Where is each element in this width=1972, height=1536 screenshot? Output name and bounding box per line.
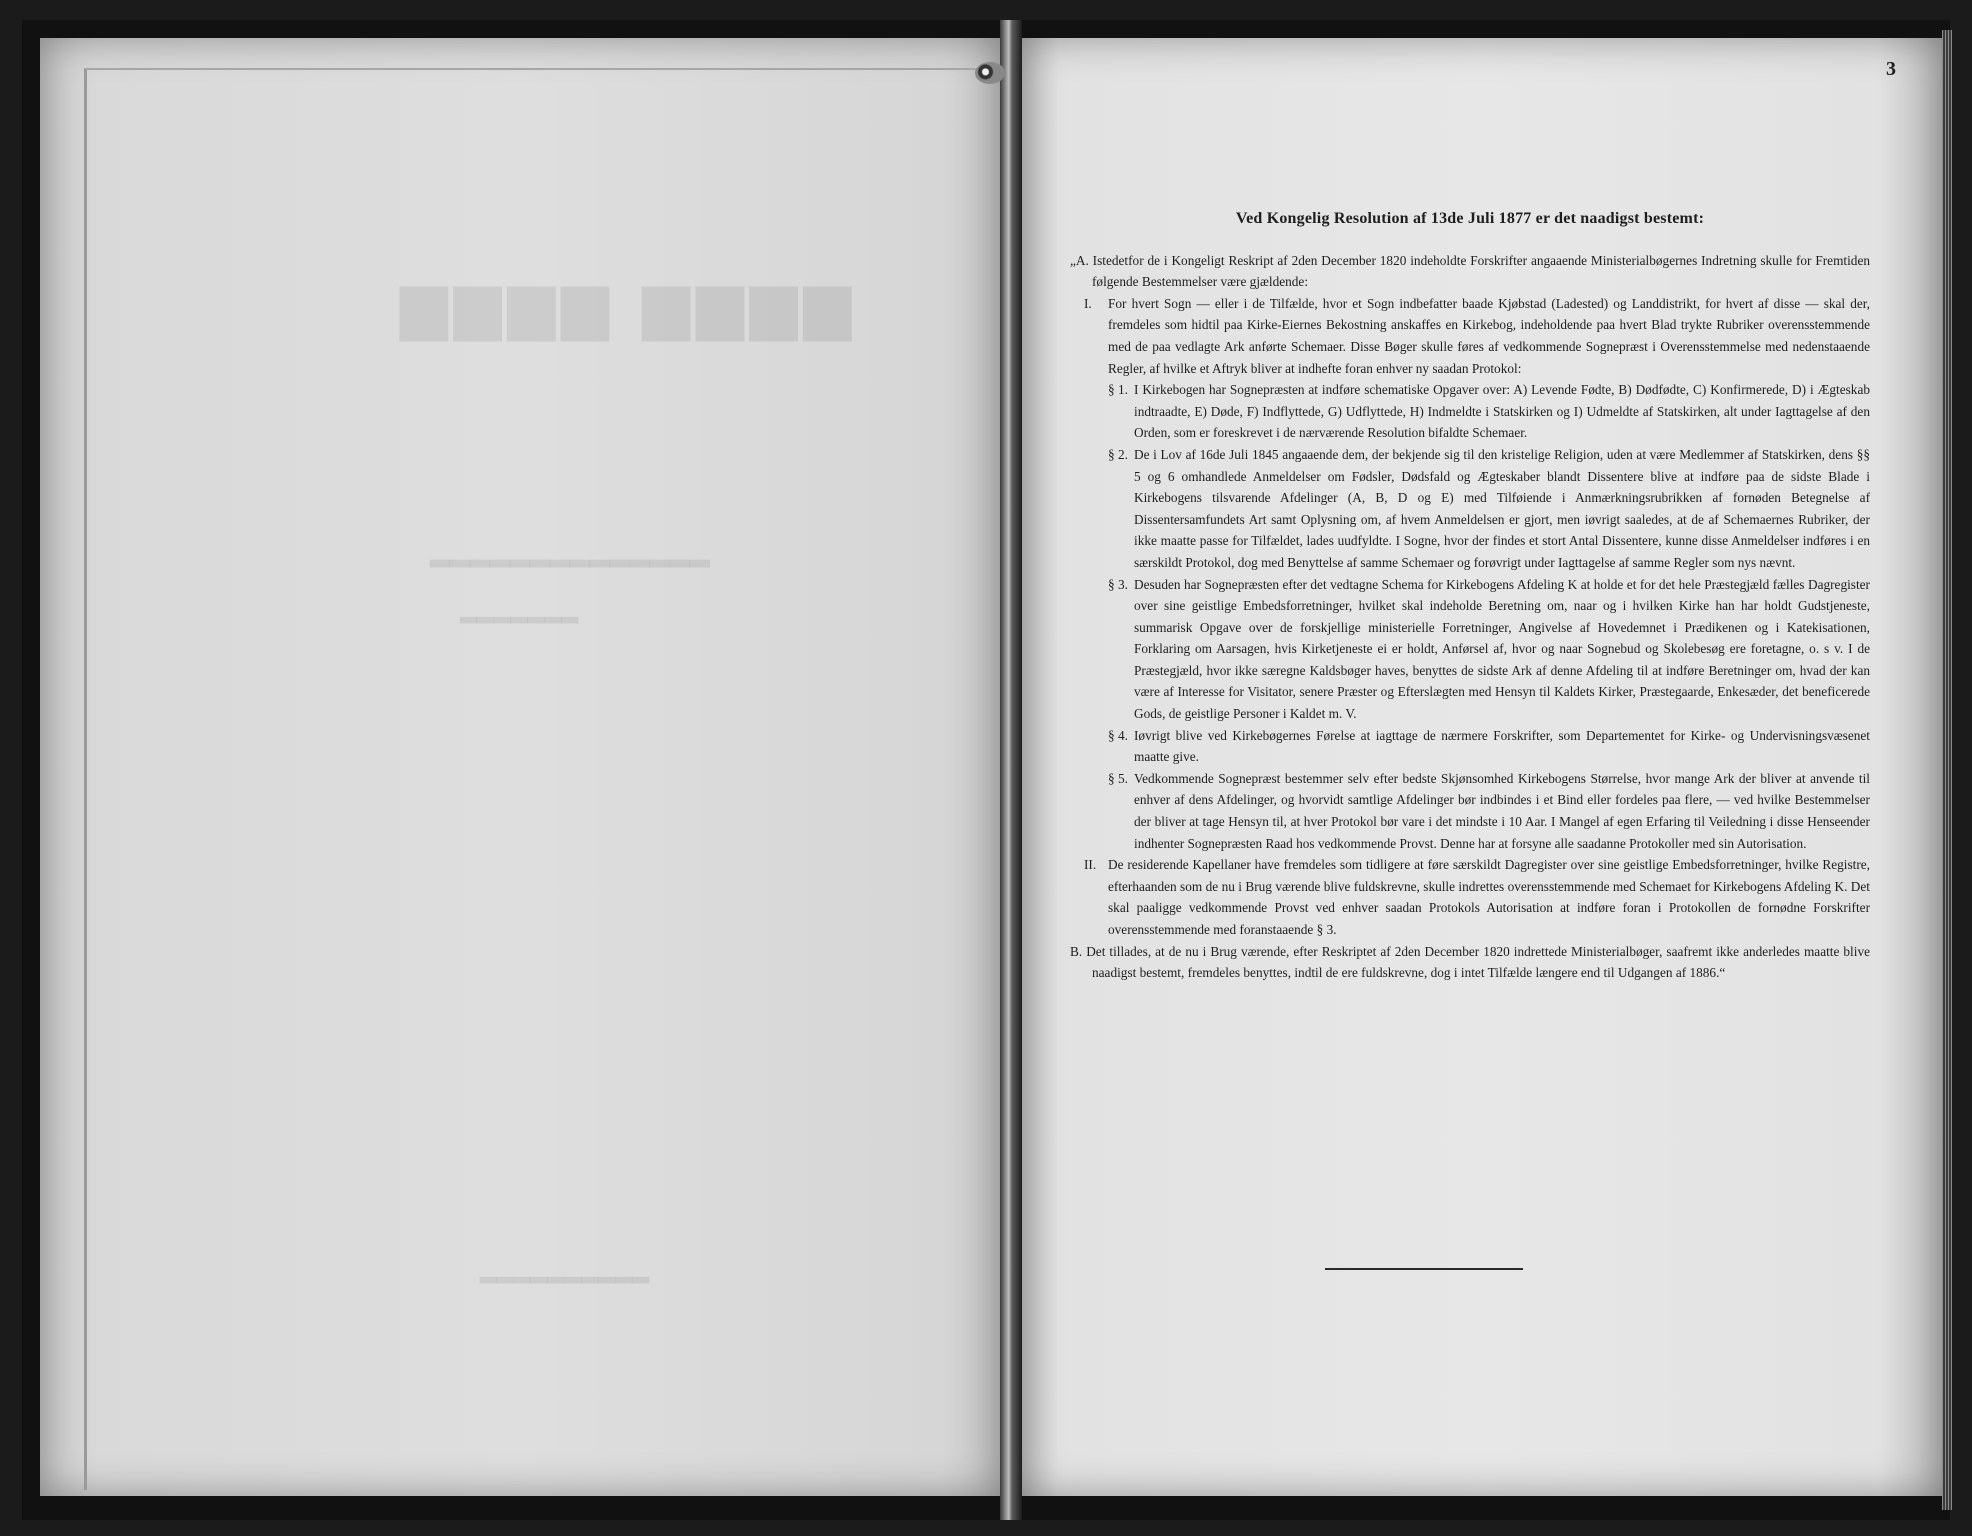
paragraph-5-text: Vedkommende Sognepræst bestemmer selv efter bedste Skjønsomhed Kirkebogens Størrelse, hvor mange Ark der bliver at anvende til enhver af dens Afdelinger, og hvorvidt samtlige Afdelinger bør indbindes i et Bind eller fordeles paa flere, — ved hvilke Bestemmelser der bliver at tage Hensyn til, at hver Protokol bør vare i det mindste i 10 Aar. I Mangel af egen Erfaring til Veiledning i disse Henseender indhenter Sognepræsten Raad hos vedkommende Provst. Denne har at forsyne alle saadanne Protokoller med sin Autorisation.: [1134, 770, 1870, 851]
page-title: Ved Kongelig Resolution af 13de Juli 1877 er det naadigst bestemt:: [1235, 210, 1705, 227]
page-edges: [1942, 30, 1952, 1510]
paragraph-3: [1070, 574, 1870, 725]
item-i: [1070, 293, 1870, 379]
item-ii-text: De residerende Kapellaner have fremdeles som tidligere at føre særskildt Dagregister over sine geistlige Embedsforretninger, hvilke Registre, efterhaanden som de nu i Brug værende blive fuldskrevne, skulle indrettes overensstemmende med Schemaet for Kirkebogens Afdeling K. Det skal paaligge vedkommende Provst ved enhver saadan Protokols Autorisation at indføre foran i Protokollen de fornødne Forskrifter overensstemmende med foranstaaende § 3.: [1108, 857, 1870, 937]
paragraph-3-label: § 3.: [1108, 576, 1128, 592]
bleed-through-title: ▆▆▆▆ ▆▆▆▆: [400, 268, 858, 341]
paragraph-4: [1070, 725, 1870, 768]
item-ii-label: II.: [1084, 857, 1097, 873]
section-a-intro: „A. Istedetfor de i Kongeligt Reskript af 2den December 1820 indeholdte Forskrifter angaaende Ministerialbøgernes Indretning skulle for Fremtiden følgende Bestemmelser være gjældende:: [1070, 252, 1870, 290]
paragraph-5-label: § 5.: [1108, 770, 1128, 786]
bleed-through-line: ▂▂▂▂▂▂▂: [460, 598, 579, 624]
book-gutter: [1000, 20, 1022, 1520]
bleed-through-line: ▂▂▂▂▂▂▂▂▂▂▂▂▂▂: [430, 538, 710, 568]
paragraph-4-text: Iøvrigt blive ved Kirkebøgernes Førelse at iagttage de nærmere Forskrifter, som Departementet for Kirke- og Undervisningsvæsenet maatte give.: [1134, 727, 1870, 765]
left-page: [40, 38, 1000, 1496]
item-i-text: For hvert Sogn — eller i de Tilfælde, hvor et Sogn indbefatter baade Kjøbstad (Ladested) og Landdistrikt, for hvert af disse — skal der, fremdeles som hidtil paa Kirke-Eiernes Bekostning anskaffes en Kirkebog, indeholdende paa hvert Blad trykte Rubriker overensstemmende med de paa vedlagte Ark anførte Schemaer. Disse Bøger skulle føres af vedkommende Sognepræst i Overensstemmelse med nedenstaaende Regler, af hvilke et Aftryk bliver at indhefte foran enhver ny saadan Protokol:: [1108, 295, 1870, 376]
binding-clasp-icon: [975, 62, 1005, 84]
paragraph-1-text: I Kirkebogen har Sognepræsten at indføre schematiske Opgaver over: A) Levende Fødte, B) Dødfødte, C) Konfirmerede, D) i Ægteskab indtraadte, E) Døde, F) Indflyttede, G) Udflyttede, H) Indmeldte i Statskirken og I) Udmeldte af Statskirken, alt under Iagttagelse af den Orden, som er foreskrevet i de nærværende Resolution bifaldte Schemaer.: [1134, 382, 1870, 441]
paragraph-4-label: § 4.: [1108, 727, 1128, 743]
paragraph-5: [1070, 768, 1870, 854]
page-number: 3: [1886, 58, 1896, 80]
item-ii: [1070, 854, 1870, 940]
paragraph-1-label: § 1.: [1108, 382, 1128, 398]
paragraph-1: [1070, 379, 1870, 444]
section-b: B. Det tillades, at de nu i Brug værende, efter Reskriptet af 2den December 1820 indrettede Ministerialbøger, saafremt ikke anderledes maatte blive naadigst bestemt, fremdeles benyttes, indtil de ere fuldskrevne, dog i intet Tilfælde længere end til Udgangen af 1886.“: [1070, 943, 1870, 981]
paragraph-2: [1070, 444, 1870, 574]
bleed-through-line: ▂▂▂▂▂▂▂▂▂▂: [480, 1258, 650, 1284]
item-i-label: I.: [1084, 295, 1092, 311]
resolution-text: [1070, 208, 1870, 984]
paragraph-3-text: Desuden har Sognepræsten efter det vedtagne Schema for Kirkebogens Afdeling K at holde et for det hele Præstegjæld fælles Dagregister over sine geistlige Embedsforretninger, hvilket skal indeholde Beretning om, naar og i hvilken Kirke han har holdt Gudstjeneste, summarisk Opgave over de forskjellige ministerielle Forretninger, Angivelse af Hovedemnet i Prædikenen og i Katekisationen, Forklaring om Aarsagen, hvis Kirketjeneste ei er holdt, Anførsel af, hvor og naar Sognebud og Skolebesøg ere foretagne, o. s v. I de Præstegjæld, hvor ikke særegne Kaldsbøger haves, benyttes de sidste Ark af denne Afdeling til at indføre Beretninger om, hvad der kan være af Interesse for Visitator, senere Præster og Efterslægten med Hensyn til Kaldets Kirker, Præstegaarde, Enkesæder, det beneficerede Gods, de geistlige Personer i Kaldet m. V.: [1134, 576, 1870, 722]
paragraph-2-text: De i Lov af 16de Juli 1845 angaaende dem, der bekjende sig til den kristelige Religion, uden at være Medlemmer af Statskirken, dens §§ 5 og 6 omhandlede Anmeldelser om Fødsler, Dødsfald og Ægteskaber blandt Dissentere blive at indføre paa de sidste Blade i Kirkebogens tilsvarende Afdelinger (A, B, D og E) med Tilføiende i Anmærkningsrubrikken af fornøden Betegnelse af Dissentersamfundets Art samt Oplysning om, af hvem Anmeldelsen er gjort, men iøvrigt saaledes, at de af Schemaernes Rubriker, der ikke maatte passe for Tilfældet, lades uudfyldte. I Sogne, hvor der findes et stort Antal Dissentere, kunne disse Anmeldelser indføres i en særskildt Protokol, dog med Benyttelse af samme Schemaer og forøvrigt under Iagttagelse af samme Regler som nys nævnt.: [1134, 446, 1870, 570]
paragraph-2-label: § 2.: [1108, 446, 1128, 462]
closing-rule: [1325, 1268, 1523, 1270]
